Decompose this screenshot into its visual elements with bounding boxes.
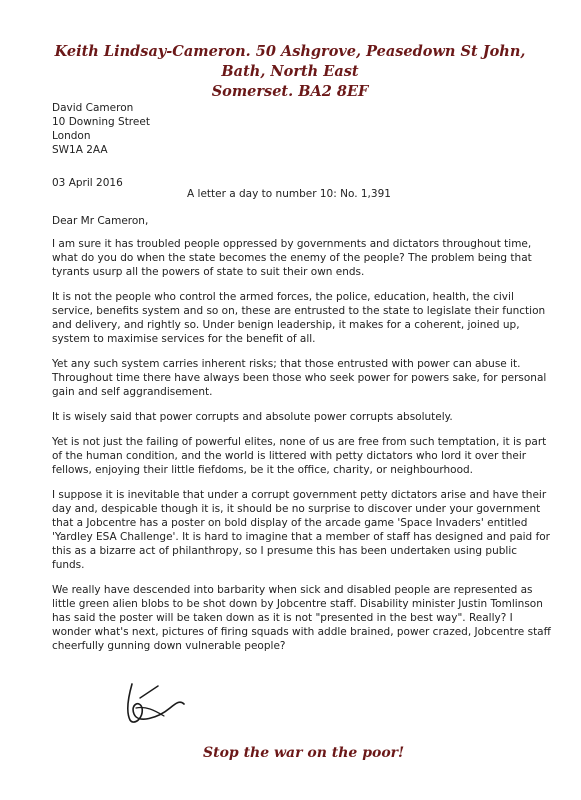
letterhead-line-2: Somerset. BA2 8EF: [211, 83, 369, 100]
paragraph: I suppose it is inevitable that under a corrupt government petty dictators arise and have their day and, despicable though it is, it should be no surprise to discover under your government that a Jobcentre has a poster on bold display of the arcade game 'Space Invaders' entitled 'Yardley ESA Challenge'. It is hard to imagine that a member of staff has designed and paid for this as a bizarre act of philanthropy, so I presume this has been undertaken using public funds.: [52, 489, 551, 571]
letter-date: 03 April 2016: [52, 177, 123, 189]
recipient-address: [52, 101, 150, 157]
recipient-city: London: [52, 130, 91, 142]
paragraph: Yet any such system carries inherent risks; that those entrusted with power can abuse it. Throughout time there have always been those who seek power for powers sake, for personal gain and self aggrandisement.: [52, 358, 547, 398]
recipient-name: David Cameron: [52, 102, 134, 114]
paragraph: We really have descended into barbarity when sick and disabled people are represented as little green alien blobs to be shot down by Jobcentre staff. Disability minister Justin Tomlinson has said the poster will be taken down as it is not "presented in the best way". Really? I wonder what's next, pictures of firing squads with addle brained, power crazed, Jobcentre staff cheerfully gunning down vulnerable people?: [52, 584, 551, 652]
paragraph: Yet is not just the failing of powerful elites, none of us are free from such temptation, it is part of the human condition, and the world is littered with petty dictators who lord it over their fellows, enjoying their little fiefdoms, be it the office, charity, or neighbourhood.: [52, 436, 547, 476]
letter-body: [52, 237, 552, 664]
footer-slogan: Stop the war on the poor!: [203, 745, 405, 761]
recipient-street: 10 Downing Street: [52, 116, 150, 128]
recipient-postcode: SW1A 2AA: [52, 144, 108, 156]
letterhead-line-1: Keith Lindsay-Cameron. 50 Ashgrove, Peasedown St John, Bath, North East: [54, 43, 526, 80]
letter-subject: A letter a day to number 10: No. 1,391: [187, 188, 391, 200]
paragraph: It is wisely said that power corrupts and absolute power corrupts absolutely.: [52, 411, 453, 423]
salutation: Dear Mr Cameron,: [52, 215, 149, 227]
handwritten-signature: [118, 678, 198, 728]
paragraph: It is not the people who control the armed forces, the police, education, health, the civil service, benefits system and so on, these are entrusted to the state to legislate their function and delivery, and rightly so. Under benign leadership, it makes for a coherent, joined up, system to maximise services for the benefit of all.: [52, 291, 546, 345]
letterhead: [40, 42, 540, 102]
paragraph: I am sure it has troubled people oppressed by governments and dictators throughout time, what do you do when the state becomes the enemy of the people? The problem being that tyrants usurp all the powers of state to suit their own ends.: [52, 238, 532, 278]
